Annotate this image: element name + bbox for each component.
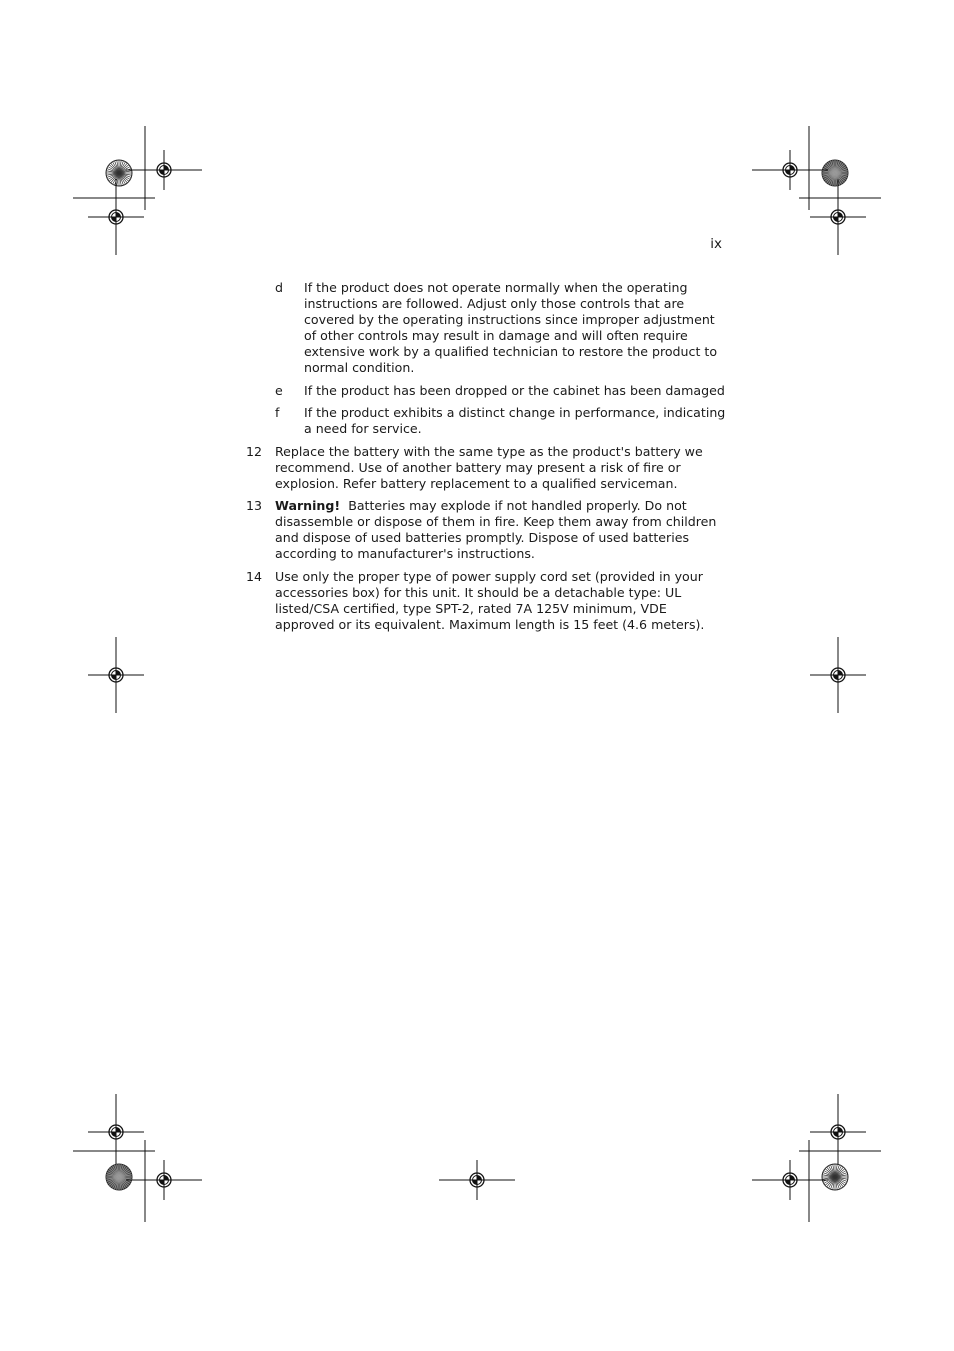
- list-item-d: [246, 280, 726, 376]
- registration-mark-icon: [126, 150, 202, 190]
- instruction-list: [246, 280, 726, 639]
- list-item-e: [246, 383, 726, 399]
- warning-label: Warning!: [275, 498, 341, 513]
- registration-mark-icon: [752, 150, 828, 190]
- registration-mark-icon: [88, 1094, 144, 1170]
- item-text: If the product has been dropped or the cabinet has been damaged: [304, 382, 725, 398]
- item-text: Replace the battery with the same type as the product's battery we recommend. Use of another battery may present a risk of fire or explosion. Refer battery replacement to a qualified serviceman.: [275, 443, 703, 491]
- item-number: 12: [246, 443, 263, 459]
- page-number: ix: [710, 236, 722, 252]
- item-letter: e: [275, 382, 283, 398]
- registration-mark-icon: [126, 1160, 202, 1200]
- registration-mark-icon: [88, 637, 144, 713]
- item-text: Batteries may explode if not handled properly. Do not disassemble or dispose of them in fire. Keep them away from children and dispose of used batteries promptly. Dispose of used batteries according to manufacturer's instructions.: [275, 498, 717, 561]
- registration-mark-icon: [810, 179, 866, 255]
- item-text: Use only the proper type of power supply cord set (provided in your accessories box) for this unit. It should be a detachable type: UL listed/CSA certified, type SPT-2, rated 7A 125V minimum, VDE approved or its equivalent. Maximum length is 15 feet (4.6 meters).: [275, 568, 705, 632]
- list-item-f: [246, 405, 726, 437]
- registration-mark-icon: [752, 1160, 828, 1200]
- list-item-13: [246, 498, 726, 562]
- item-text: If the product does not operate normally when the operating instructions are followed. Adjust only those controls that are covered by the operating instructions since improper adjustment of other controls may result in damage and will often require extensive work by a qualified technician to restore the product to normal condition.: [304, 280, 718, 375]
- item-text-wrapper: [275, 498, 726, 562]
- color-target-icon: [106, 160, 132, 186]
- item-number: 14: [246, 568, 263, 584]
- item-text: If the product exhibits a distinct change in performance, indicating a need for service.: [304, 405, 726, 436]
- color-target-icon: [822, 1164, 848, 1190]
- color-target-icon: [106, 1164, 132, 1190]
- item-letter: f: [275, 405, 280, 420]
- registration-mark-icon: [88, 179, 144, 255]
- list-item-14: [246, 569, 726, 633]
- color-target-icon: [822, 160, 848, 186]
- item-letter: d: [275, 280, 283, 295]
- list-item-12: [246, 444, 726, 492]
- registration-mark-icon: [810, 637, 866, 713]
- registration-mark-icon: [810, 1094, 866, 1170]
- registration-mark-icon: [439, 1160, 515, 1200]
- item-number: 13: [246, 498, 263, 513]
